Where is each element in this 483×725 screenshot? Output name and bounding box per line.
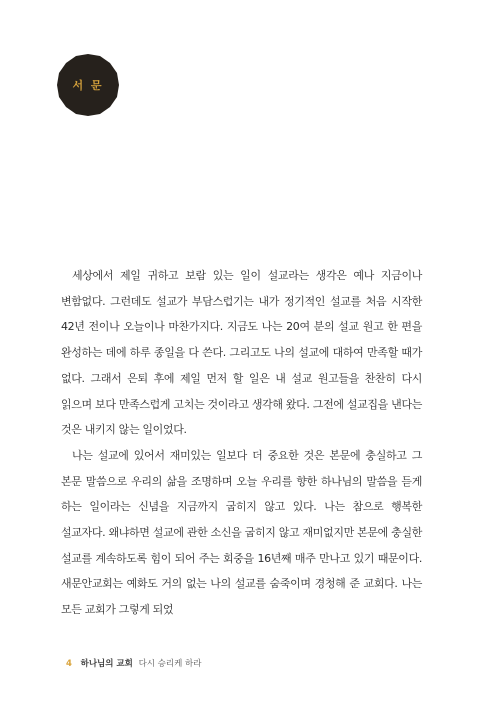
paragraph-1: 세상에서 제일 귀하고 보람 있는 일이 설교라는 생각은 예나 지금이나 변함없다. 그런데도 설교가 부담스럽기는 내가 정기적인 설교를 처음 시작한 42년 전이나 오늘이나 마찬가지다. 지금도 나는 20여 분의 설교 원고 한 편을 완성하는 데에 하루 종일을 다 쓴다. 그리고도 나의 설교에 대하여 만족할 때가 없다. 그래서 은퇴 후에 제일 먼저 할 일은 내 설교 원고들을 찬찬히 다시 읽으며 보다 만족스럽게 고치는 것이라고 생각해 왔다. 그전에 설교집을 낸다는 것은 내키지 않는 일이었다. (61, 269, 422, 437)
page-footer (66, 657, 201, 669)
preface-body (61, 263, 422, 623)
chapter-badge (57, 54, 119, 116)
book-title-main: 하나님의 교회 (80, 659, 133, 669)
page-number: 4 (66, 659, 72, 669)
book-title-sub: 다시 승리케 하라 (138, 659, 202, 669)
paragraph-2: 나는 설교에 있어서 재미있는 일보다 더 중요한 것은 본문에 충실하고 그 본문 말씀으로 우리의 삶을 조명하며 오늘 우리를 향한 하나님의 말씀을 듣게 하는 일이라는 신념을 지금까지 굽히지 않고 있다. 나는 참으로 행복한 설교자다. 왜냐하면 설교에 관한 소신을 굽히지 않고 재미없지만 본문에 충실한 설교를 계속하도록 힘이 되어 주는 회중을 16년째 매주 만나고 있기 때문이다. 새문안교회는 예화도 거의 없는 나의 설교를 숨죽이며 경청해 준 교회다. 나는 모든 교회가 그렇게 되었 (61, 448, 422, 617)
chapter-badge-label: 서 문 (72, 79, 104, 92)
